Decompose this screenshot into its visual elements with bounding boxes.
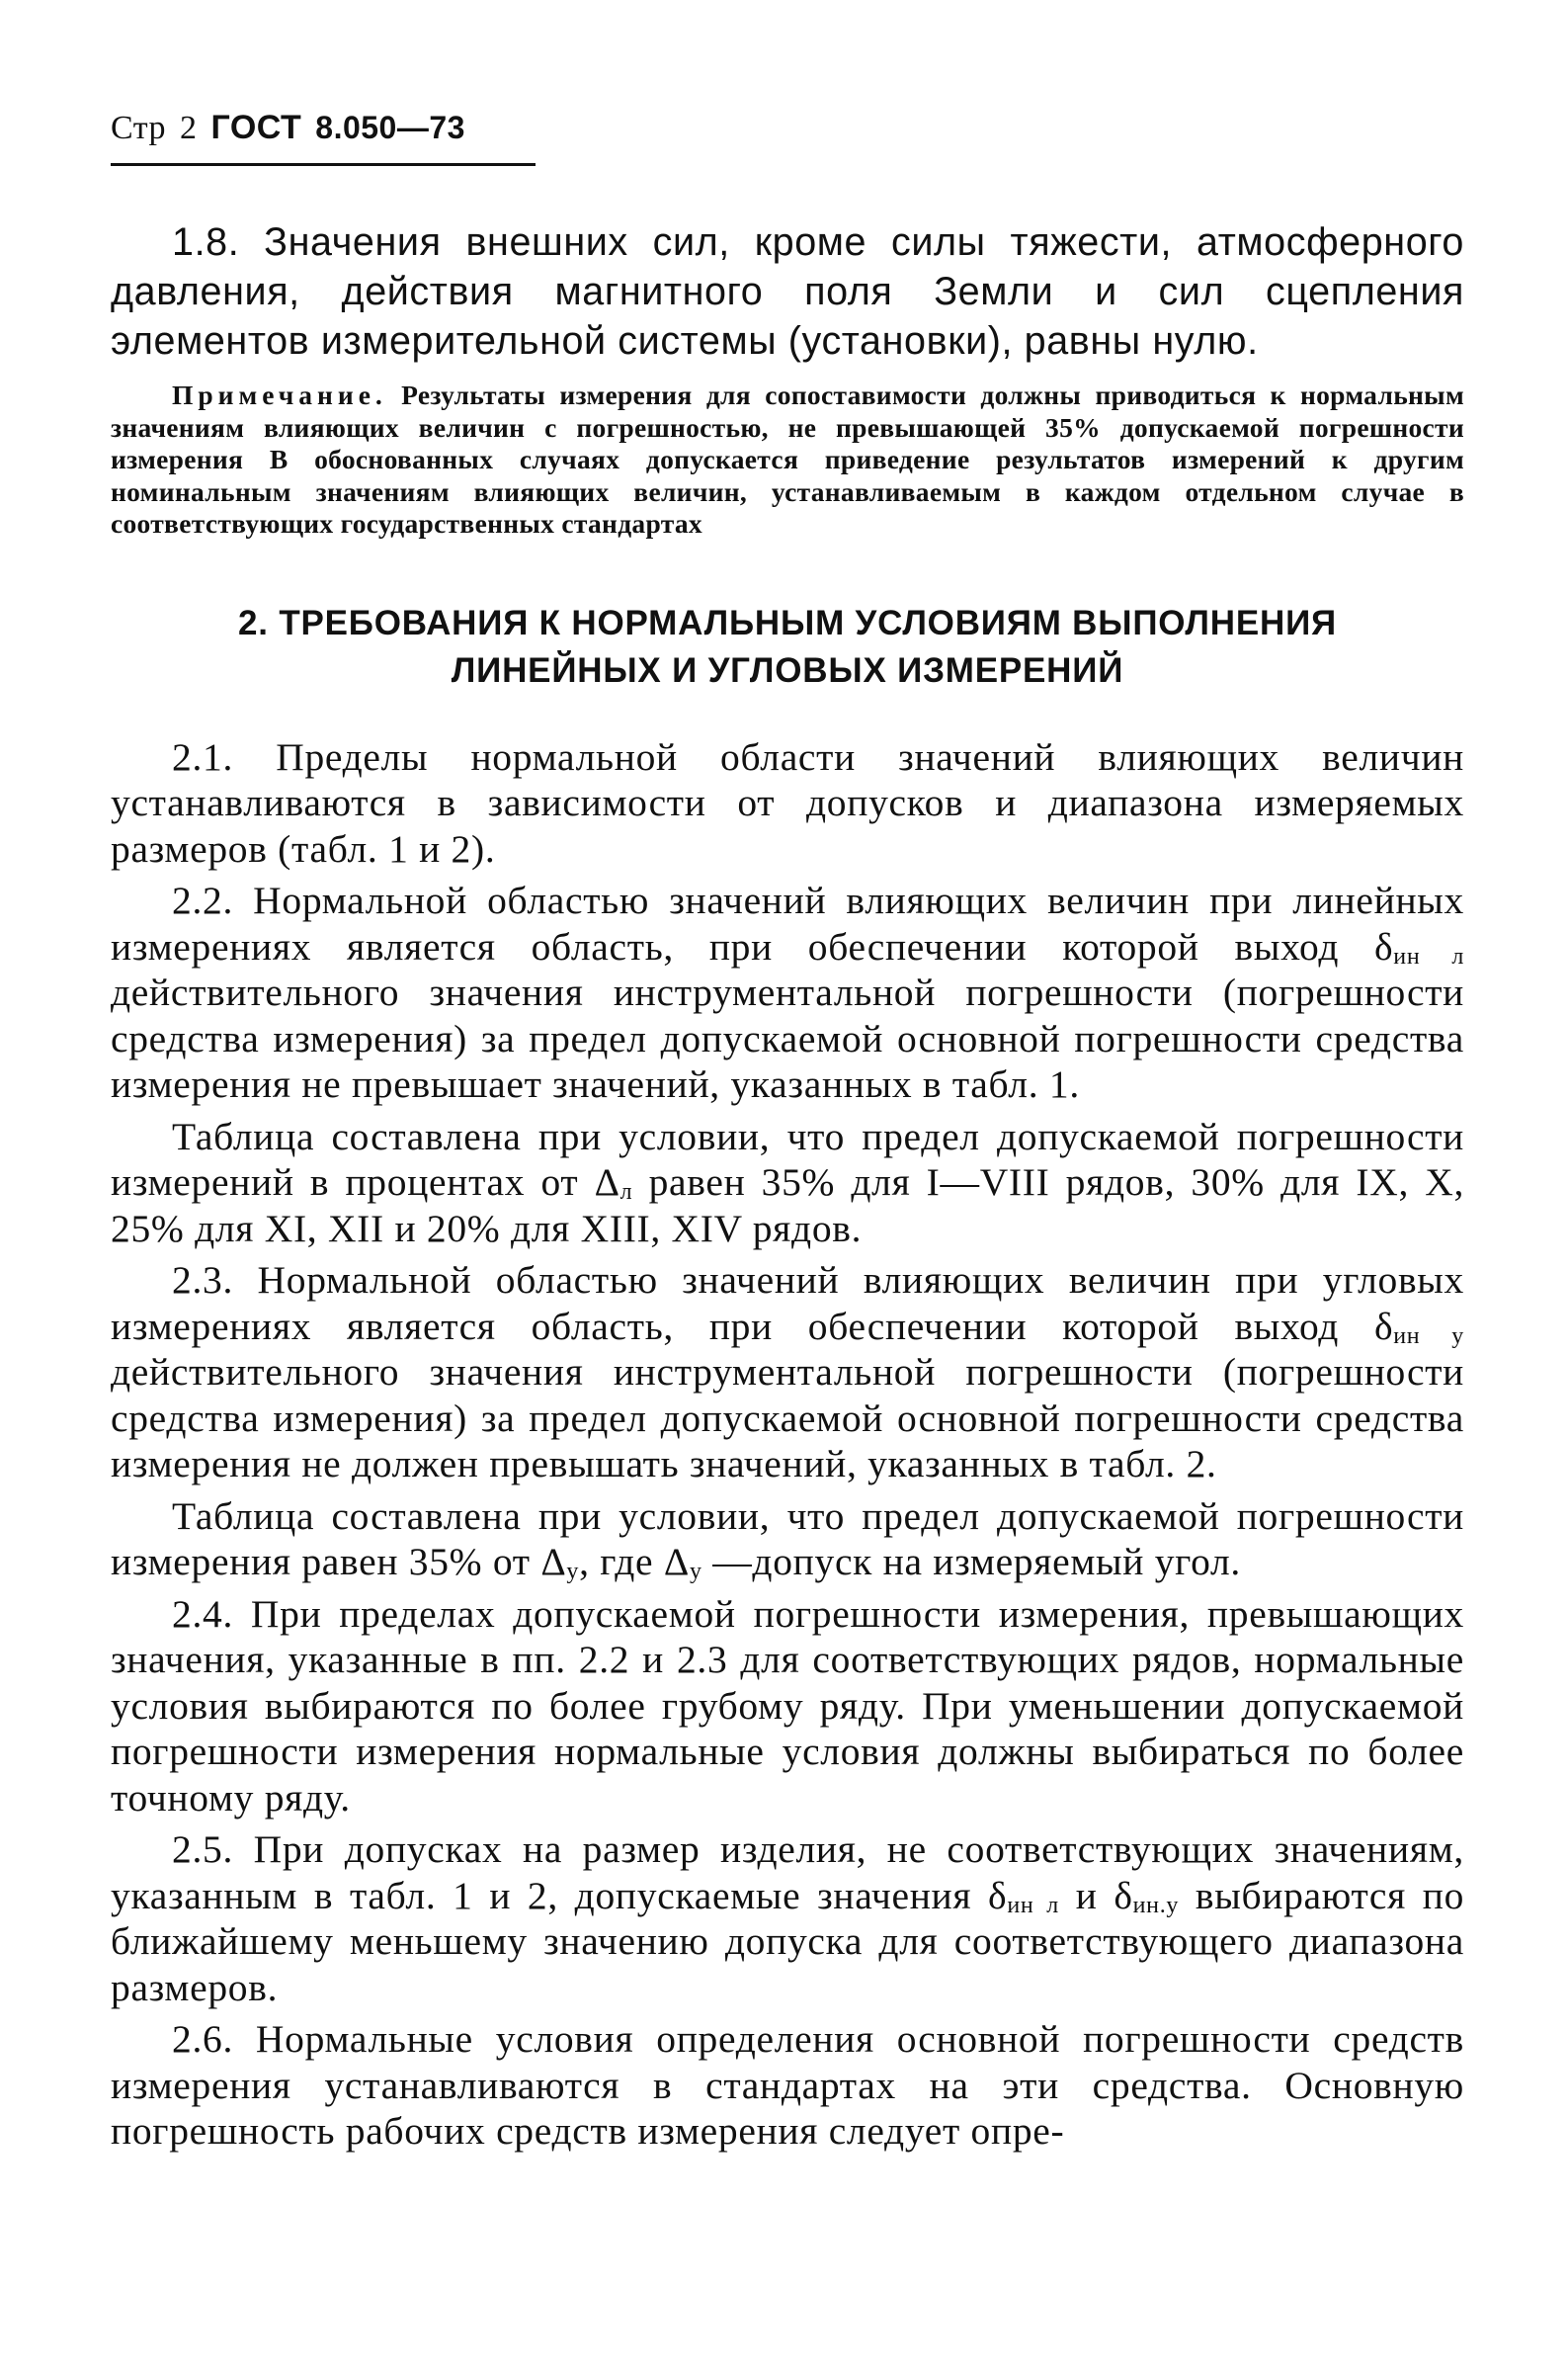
section-2-title xyxy=(111,600,1464,695)
section-2-title-line-1: 2. ТРЕБОВАНИЯ К НОРМАЛЬНЫМ УСЛОВИЯМ ВЫПОЛНЕНИЯ xyxy=(238,603,1337,642)
standard-label: ГОСТ xyxy=(210,109,302,146)
document-page xyxy=(111,111,1464,2155)
clause-2-3-before: 2.3. Нормальной областью значений влияющих величин при угловых измерениях является область, при обеспечении которой выход xyxy=(111,1258,1464,1348)
clause-2-1 xyxy=(111,734,1464,873)
clause-2-3-after: действительного значения инструментальной погрешности (погрешности средства измерения) за предел допускаемой основной погрешности средства измерения не должен превышать значений, указанных в табл. 2. xyxy=(111,1350,1464,1485)
clause-2-2-after: действительного значения инструментальной погрешности (погрешности средства измерения) за предел допускаемой основной погрешности средства измерения не превышает значений, указанных в табл. 1. xyxy=(111,971,1464,1106)
clause-2-2-before: 2.2. Нормальной областью значений влияющих величин при линейных измерениях является область, при обеспечении которой выход xyxy=(111,879,1464,969)
table-1-note-before: Таблица составлена при условии, что предел допускаемой погрешности измерений в процентах от xyxy=(111,1114,1464,1204)
table-2-note-after: —допуск на измеряемый угол. xyxy=(712,1540,1241,1583)
delta-inl-symbol-2: $\delta_{ин л}$ xyxy=(988,1873,1059,1918)
delta-inl-symbol: $\delta_{ин л}$ xyxy=(1373,924,1465,970)
tolerance-l-symbol: $\Delta_л$ xyxy=(594,1160,633,1205)
standard-number: 8.050—73 xyxy=(315,110,465,145)
clause-2-5-after: выбираются по ближайшему меньшему значению допуска для соответствующего диапазона размеров. xyxy=(111,1873,1465,2009)
clause-1-8 xyxy=(111,217,1464,366)
note-paragraph xyxy=(111,380,1464,541)
table-2-note xyxy=(111,1493,1464,1585)
clause-2-2 xyxy=(111,878,1464,1108)
clause-2-5-conj: и xyxy=(1075,1873,1098,1917)
clause-2-5 xyxy=(111,1826,1464,2010)
note-label: Примечание. xyxy=(172,380,387,410)
delta-inu-symbol: $\delta_{ин у}$ xyxy=(1373,1304,1465,1349)
table-1-note-after: равен 35% для I—VIII рядов, 30% для IX, X, 25% для XI, XII и 20% для XIII, XIV рядов. xyxy=(111,1160,1465,1250)
page-header xyxy=(111,111,536,166)
tolerance-u-symbol-2: $\Delta_у$ xyxy=(663,1540,702,1584)
clause-2-6 xyxy=(111,2016,1464,2155)
clause-2-5-before: 2.5. При допусках на размер изделия, не соответствующих значениям, указанным в табл. 1 и 2, допускаемые значения xyxy=(111,1827,1464,1917)
clause-2-6-text: 2.6. Нормальные условия определения основной погрешности средств измерения устанавливаются в стандартах на эти средства. Основную погрешность рабочих средств измерения следует опре- xyxy=(111,2017,1464,2153)
page-number: 2 xyxy=(180,110,198,146)
table-2-note-before: Таблица составлена при условии, что предел допускаемой погрешности измерения равен 35% от xyxy=(111,1493,1464,1583)
clause-2-1-text: 2.1. Пределы нормальной области значений влияющих величин устанавливаются в зависимости от допусков и диапазона измеряемых размеров (табл. 1 и 2). xyxy=(111,734,1464,871)
table-2-note-middle: , где xyxy=(579,1540,654,1583)
delta-inu-symbol-2: $\delta_{ин.у}$ xyxy=(1114,1873,1180,1918)
section-2-title-line-2: ЛИНЕЙНЫХ И УГЛОВЫХ ИЗМЕРЕНИЙ xyxy=(451,650,1124,690)
table-1-note xyxy=(111,1114,1464,1252)
clause-1-8-text: 1.8. Значения внешних сил, кроме силы тяжести, атмосферного давления, действия магнитного поля Земли и сил сцепления элементов измерительной системы (установки), равны нулю. xyxy=(111,220,1464,363)
clause-2-3 xyxy=(111,1257,1464,1487)
clause-2-4-text: 2.4. При пределах допускаемой погрешности измерения, превышающих значения, указанные в пп. 2.2 и 2.3 для соответствующих рядов, нормальные условия выбираются по более грубому ряду. При уменьшении допускаемой погрешности измерения нормальные условия должны выбираться по более точному ряду. xyxy=(111,1591,1464,1820)
page-label: Стр xyxy=(111,110,167,146)
clause-2-4 xyxy=(111,1591,1464,1821)
tolerance-u-symbol: $\Delta_у$ xyxy=(540,1540,580,1584)
note-text: Результаты измерения для сопоставимости должны приводиться к нормальным значениям влияющих величин с погрешностью, не превышающей 35% допускаемой погрешности измерения В обоснованных случаях допускается приведение результатов измерений к другим номинальным значениям влияющих величин, устанавливаемым в каждом отдельном случае в соответствующих государственных стандартах xyxy=(111,380,1464,539)
